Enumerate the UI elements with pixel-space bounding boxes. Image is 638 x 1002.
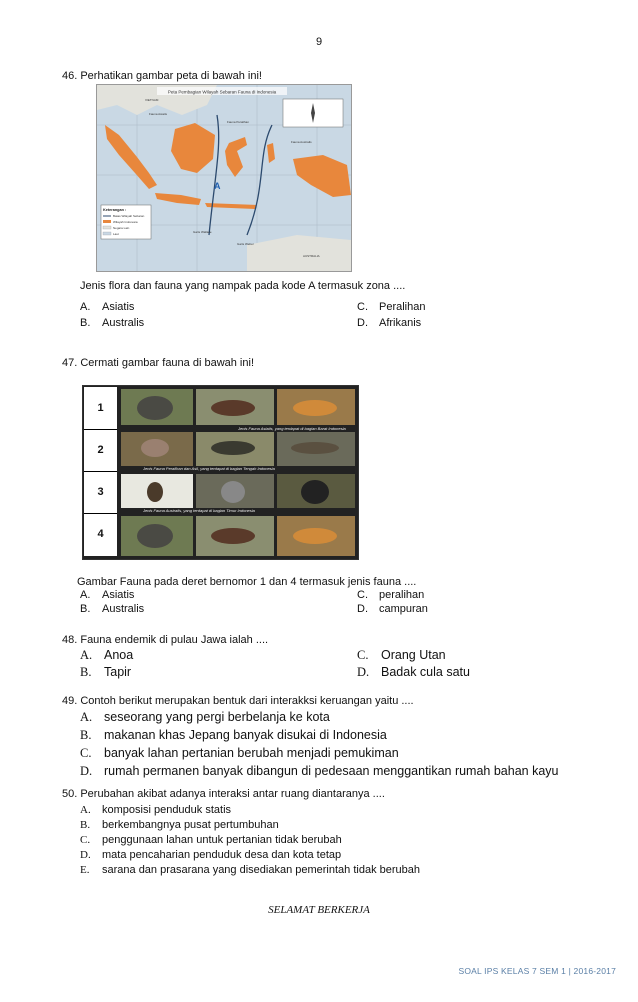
question-46-prompt: Jenis flora dan fauna yang nampak pada kode A termasuk zona .... <box>80 280 406 292</box>
option-49-a: A. seseorang yang pergi berbelanja ke kota <box>80 710 330 724</box>
page-footer: SOAL IPS KELAS 7 SEM 1 | 2016-2017 <box>458 966 616 976</box>
row-number: 1 <box>84 387 117 430</box>
option-46-c: C. Peralihan <box>357 301 426 313</box>
option-47-d: D. campuran <box>357 603 428 615</box>
map-legend-item: Batas Wilayah Sebaran <box>113 214 145 218</box>
row-number: 4 <box>97 528 104 540</box>
option-50-d: D. mata pencaharian penduduk desa dan kota tetap <box>80 849 342 861</box>
question-47: 47. Cermati gambar fauna di bawah ini! <box>62 357 254 369</box>
map-place-label: Garis Weber <box>237 242 254 246</box>
fauna-caption: Jenis Fauna Peralihan dan Asli, yang terdapat di bagian Tengah Indonesia <box>143 466 275 471</box>
question-50: 50. Perubahan akibat adanya interaksi antar ruang diantaranya .... <box>62 788 385 800</box>
option-50-a: A. komposisi penduduk statis <box>80 804 232 816</box>
option-49-d: D. rumah permanen banyak dibangun di pedesaan menggantikan rumah bahan kayu <box>80 764 559 778</box>
option-48-b: B. Tapir <box>80 665 132 679</box>
map-place-label: Garis Wallace <box>193 230 212 234</box>
map-place-label: Fauna Australis <box>291 140 312 144</box>
option-47-a: A. Asiatis <box>80 589 135 601</box>
map-legend-item: Wilayah Indonesia <box>113 220 138 224</box>
question-46: 46. Perhatikan gambar peta di bawah ini! <box>62 70 262 82</box>
map-place-label: Fauna Peralihan <box>227 120 250 124</box>
fauna-caption: Jenis Fauna Australis, yang terdapat di bagian Timur Indonesia <box>143 508 255 513</box>
fauna-distribution-map <box>96 84 352 272</box>
map-legend-title: Keterangan : <box>103 208 127 212</box>
map-title: Peta Pembagian Wilayah Sebaran Fauna di Indonesia <box>167 89 277 95</box>
map-label-a: A <box>214 181 221 191</box>
question-49: 49. Contoh berikut merupakan bentuk dari interakksi keruangan yaitu .... <box>62 695 414 707</box>
map-place-label: VIETNAM <box>145 98 159 102</box>
option-48-c: C. Orang Utan <box>357 648 446 662</box>
page-number: 9 <box>315 36 323 48</box>
closing-message: SELAMAT BERKERJA <box>268 904 370 916</box>
option-46-b: B. Australis <box>80 317 145 329</box>
row-number: 3 <box>84 471 117 514</box>
map-legend-item: Laut <box>113 232 119 236</box>
option-47-c: C. peralihan <box>357 589 425 601</box>
option-47-b: B. Australis <box>80 603 145 615</box>
option-50-e: E. sarana dan prasarana yang disediakan pemerintah tidak berubah <box>80 864 420 876</box>
question-48: 48. Fauna endemik di pulau Jawa ialah .... <box>62 634 269 646</box>
option-46-a: A. Asiatis <box>80 301 135 313</box>
fauna-image-grid <box>82 385 359 560</box>
option-48-d: D. Badak cula satu <box>357 665 470 679</box>
option-50-b: B. berkembangnya pusat pertumbuhan <box>80 819 279 831</box>
map-place-label: AUSTRALIA <box>303 254 320 258</box>
option-48-a: A. Anoa <box>80 648 134 662</box>
map-image <box>97 85 351 271</box>
map-legend-item: Negara Lain <box>113 226 130 230</box>
map-place-label: Fauna Asiatis <box>149 112 168 116</box>
option-46-d: D. Afrikanis <box>357 317 422 329</box>
fauna-photos <box>83 386 358 559</box>
row-number: 2 <box>84 429 117 472</box>
option-49-b: B. makanan khas Jepang banyak disukai di Indonesia <box>80 728 387 742</box>
fauna-row-numbers <box>84 387 117 556</box>
option-49-c: C. banyak lahan pertanian berubah menjadi pemukiman <box>80 746 399 760</box>
question-47-prompt: Gambar Fauna pada deret bernomor 1 dan 4 termasuk jenis fauna .... <box>77 576 417 588</box>
option-50-c: C. penggunaan lahan untuk pertanian tidak berubah <box>80 834 342 846</box>
fauna-caption: Jenis Fauna Asiatis, yang terdapat di bagian Barat Indonesia <box>238 426 346 431</box>
